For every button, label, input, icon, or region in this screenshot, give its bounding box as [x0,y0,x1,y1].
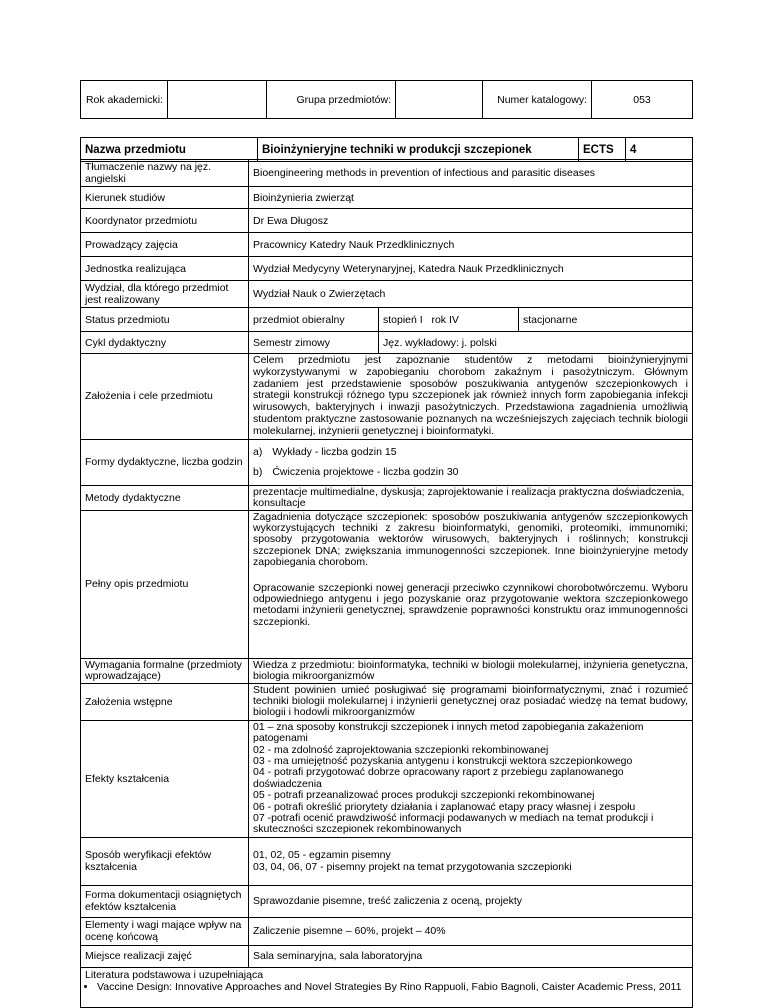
literatura-list [85,981,688,993]
elementy-label: Elementy i wagi mające wpływ na ocenę końcową [81,917,249,945]
metody-value: prezentacje multimedialne, dyskusja; zaprojektowanie i realizacja praktyczna doświadczenia, konsultacje [249,485,693,510]
status-label: Status przedmiotu [81,308,249,332]
numer-value: 053 [592,81,693,119]
prowadzacy-value: Pracownicy Katedry Nauk Przedklinicznych [249,233,693,257]
kierunek-label: Kierunek studiów [81,187,249,209]
zalozenia-value: Celem przedmiotu jest zapoznanie studentów z metodami bioinżynieryjnymi wykorzystywanymi w zapobieganiu chorobom zakaźnym i pasożytniczym. Głównym zadaniem jest przedstawienie sposobów poszukiwania antygenów szczepionkowych i strategii konstrukcji różnego typu szczepionek jak również innych form zapobiegania infekcji wirusowych, bakteryjnych i inwazji pasożytniczych. Przedstawiona zagadnienia umożliwią studentom praktyczne zastosowanie poznanych na wcześniejszych zajęciach technik biologii molekularnej, inżynierii genetycznej i bioinformatyki. [249,354,693,440]
formy-list [253,446,688,478]
metody-label: Metody dydaktyczne [81,485,249,510]
details-table [80,159,693,1008]
wymagania-value: Wiedza z przedmiotu: bioinformatyka, techniki w biologii molekularnej, inżynieria genetyczna, biologia mikroorganizmów [249,658,693,683]
weryfikacja-label: Sposób weryfikacji efektów kształcenia [81,837,249,885]
formy-value [249,439,693,485]
wydzial-label: Wydział, dla którego przedmiot jest realizowany [81,281,249,308]
formy-label: Formy dydaktyczne, liczba godzin [81,439,249,485]
translation-label: Tłumaczenie nazwy na jęz. angielski [81,160,249,187]
jednostka-value: Wydział Medycyny Weterynaryjnej, Katedra Nauk Przedklinicznych [249,257,693,281]
course-name-label: Nazwa przedmiotu [81,138,258,162]
translation-value: Bioengineering methods in prevention of infectious and parasitic diseases [249,160,693,187]
miejsce-label: Miejsce realizacji zajęć [81,945,249,967]
koordynator-value: Dr Ewa Długosz [249,209,693,233]
cykl-label: Cykl dydaktyczny [81,332,249,354]
formy-b-text: Ćwiczenia projektowe - liczba godzin 30 [272,466,459,479]
weryfikacja-value [249,837,693,885]
koordynator-label: Koordynator przedmiotu [81,209,249,233]
stopien-value: stopień I [383,313,423,326]
efekty-value [249,720,693,837]
tryb-value: stacjonarne [519,308,693,332]
status-value: przedmiot obieralny [249,308,379,332]
wydzial-value: Wydział Nauk o Zwierzętach [249,281,693,308]
ects-value: 4 [626,138,693,162]
grupa-value [396,81,483,119]
formy-item-b [253,466,688,478]
efekty-item-2: 02 - ma zdolność zaprojektowania szczepionki rekombinowanej [253,743,549,756]
literatura-item: • Vaccine Design: Innovative Approaches and Novel Strategies By Rino Rappuoli, Fabio Bagnoli, Caister Academic Press, 2011 [97,981,688,993]
wymagania-label: Wymagania formalne (przedmioty wprowadzające) [81,658,249,683]
efekty-item-3: 03 - ma umiejętność pozyskania antygenu i konstrukcji wektora szczepionkowego [253,755,633,768]
formy-a-marker: a) [253,446,263,459]
rok-akademicki-value [168,81,267,119]
rok-value: rok IV [431,313,459,326]
ects-label: ECTS [579,138,626,162]
miejsce-value: Sala seminaryjna, sala laboratoryjna [249,945,693,967]
grupa-label: Grupa przedmiotów: [267,81,396,119]
cykl-value: Semestr zimowy [249,332,379,354]
elementy-value: Zaliczenie pisemne – 60%, projekt – 40% [249,917,693,945]
literatura-cell [81,967,693,1007]
stopien-rok-cell [379,308,519,332]
efekty-item-5: 05 - potrafi przeanalizować proces produkcji szczepionki rekombinowanej [253,789,595,802]
weryfikacja-line-2: 03, 04, 06, 07 - pisemny projekt na temat przygotowania szczepionki [253,861,572,874]
wstepne-label: Założenia wstępne [81,683,249,720]
efekty-label: Efekty kształcenia [81,720,249,837]
kierunek-value: Bioinżynieria zwierząt [249,187,693,209]
opis-value [249,510,693,658]
efekty-item-7: 07 -potrafi ocenić prawdziwość informacji podawanych w mediach na temat produkcji i skuteczności szczepionek rekombinowanych [253,812,654,836]
literatura-label: Literatura podstawowa i uzupełniająca [85,968,264,981]
numer-label: Numer katalogowy: [483,81,592,119]
opis-label: Pełny opis przedmiotu [81,510,249,658]
formy-b-marker: b) [253,466,263,479]
rok-akademicki-label: Rok akademicki: [81,81,168,119]
formy-item-a [253,446,688,458]
jednostka-label: Jednostka realizująca [81,257,249,281]
jezyk-value: Jęz. wykładowy: j. polski [379,332,693,354]
efekty-item-6: 06 - potrafi określić priorytety działania i zaplanować etapy pracy własnej i zespołu [253,800,636,813]
header-table [80,80,693,119]
formy-a-text: Wykłady - liczba godzin 15 [272,446,397,459]
efekty-item-4: 04 - potrafi przygotować dobrze opracowany raport z przebiegu zaplanowanego doświadczenia [253,766,624,790]
weryfikacja-line-1: 01, 02, 05 - egzamin pisemny [253,849,391,862]
prowadzacy-label: Prowadzący zajęcia [81,233,249,257]
opis-paragraph-2: Opracowanie szczepionki nowej generacji przeciwko czynnikowi chorobotwórczemu. Wyboru odpowiedniego antygenu i jego pozyskanie oraz przygotowanie wektora szczepionkowego metodami inżynierii genetycznej, sprawdzenie poprawności konstruktu oraz immunogenności szczepionki. [253,581,688,628]
opis-paragraph-1: Zagadnienia dotyczące szczepionek: sposobów poszukiwania antygenów szczepionkowych wykorzystujących techniki z zakresu bioinformatyki, genomiki, proteomiki, immunomiki; sposoby przygotowania wektorów wirusowych, bakteryjnych i roślinnych; konstrukcji szczepionek DNA; zwiększania immunogenności szczepionek. Inne bioinżynieryjne metody zapobiegania chorobom. [253,510,688,569]
wstepne-value: Student powinien umieć posługiwać się programami bioinformatycznymi, znać i rozumieć techniki biologii molekularnej i inżynierii genetycznej oraz posiadać wiedzę na temat budowy, biologii i hodowli mikroorganizmów [249,683,693,720]
dokumentacja-value: Sprawozdanie pisemne, treść zaliczenia z oceną, projekty [249,885,693,917]
zalozenia-label: Założenia i cele przedmiotu [81,354,249,440]
efekty-item-1: 01 – zna sposoby konstrukcji szczepionek i innych metod zapobiegania zakażeniom patogenami [253,720,644,745]
course-name-value: Bioinżynieryjne techniki w produkcji szczepionek [258,138,579,162]
dokumentacja-label: Forma dokumentacji osiągniętych efektów kształcenia [81,885,249,917]
